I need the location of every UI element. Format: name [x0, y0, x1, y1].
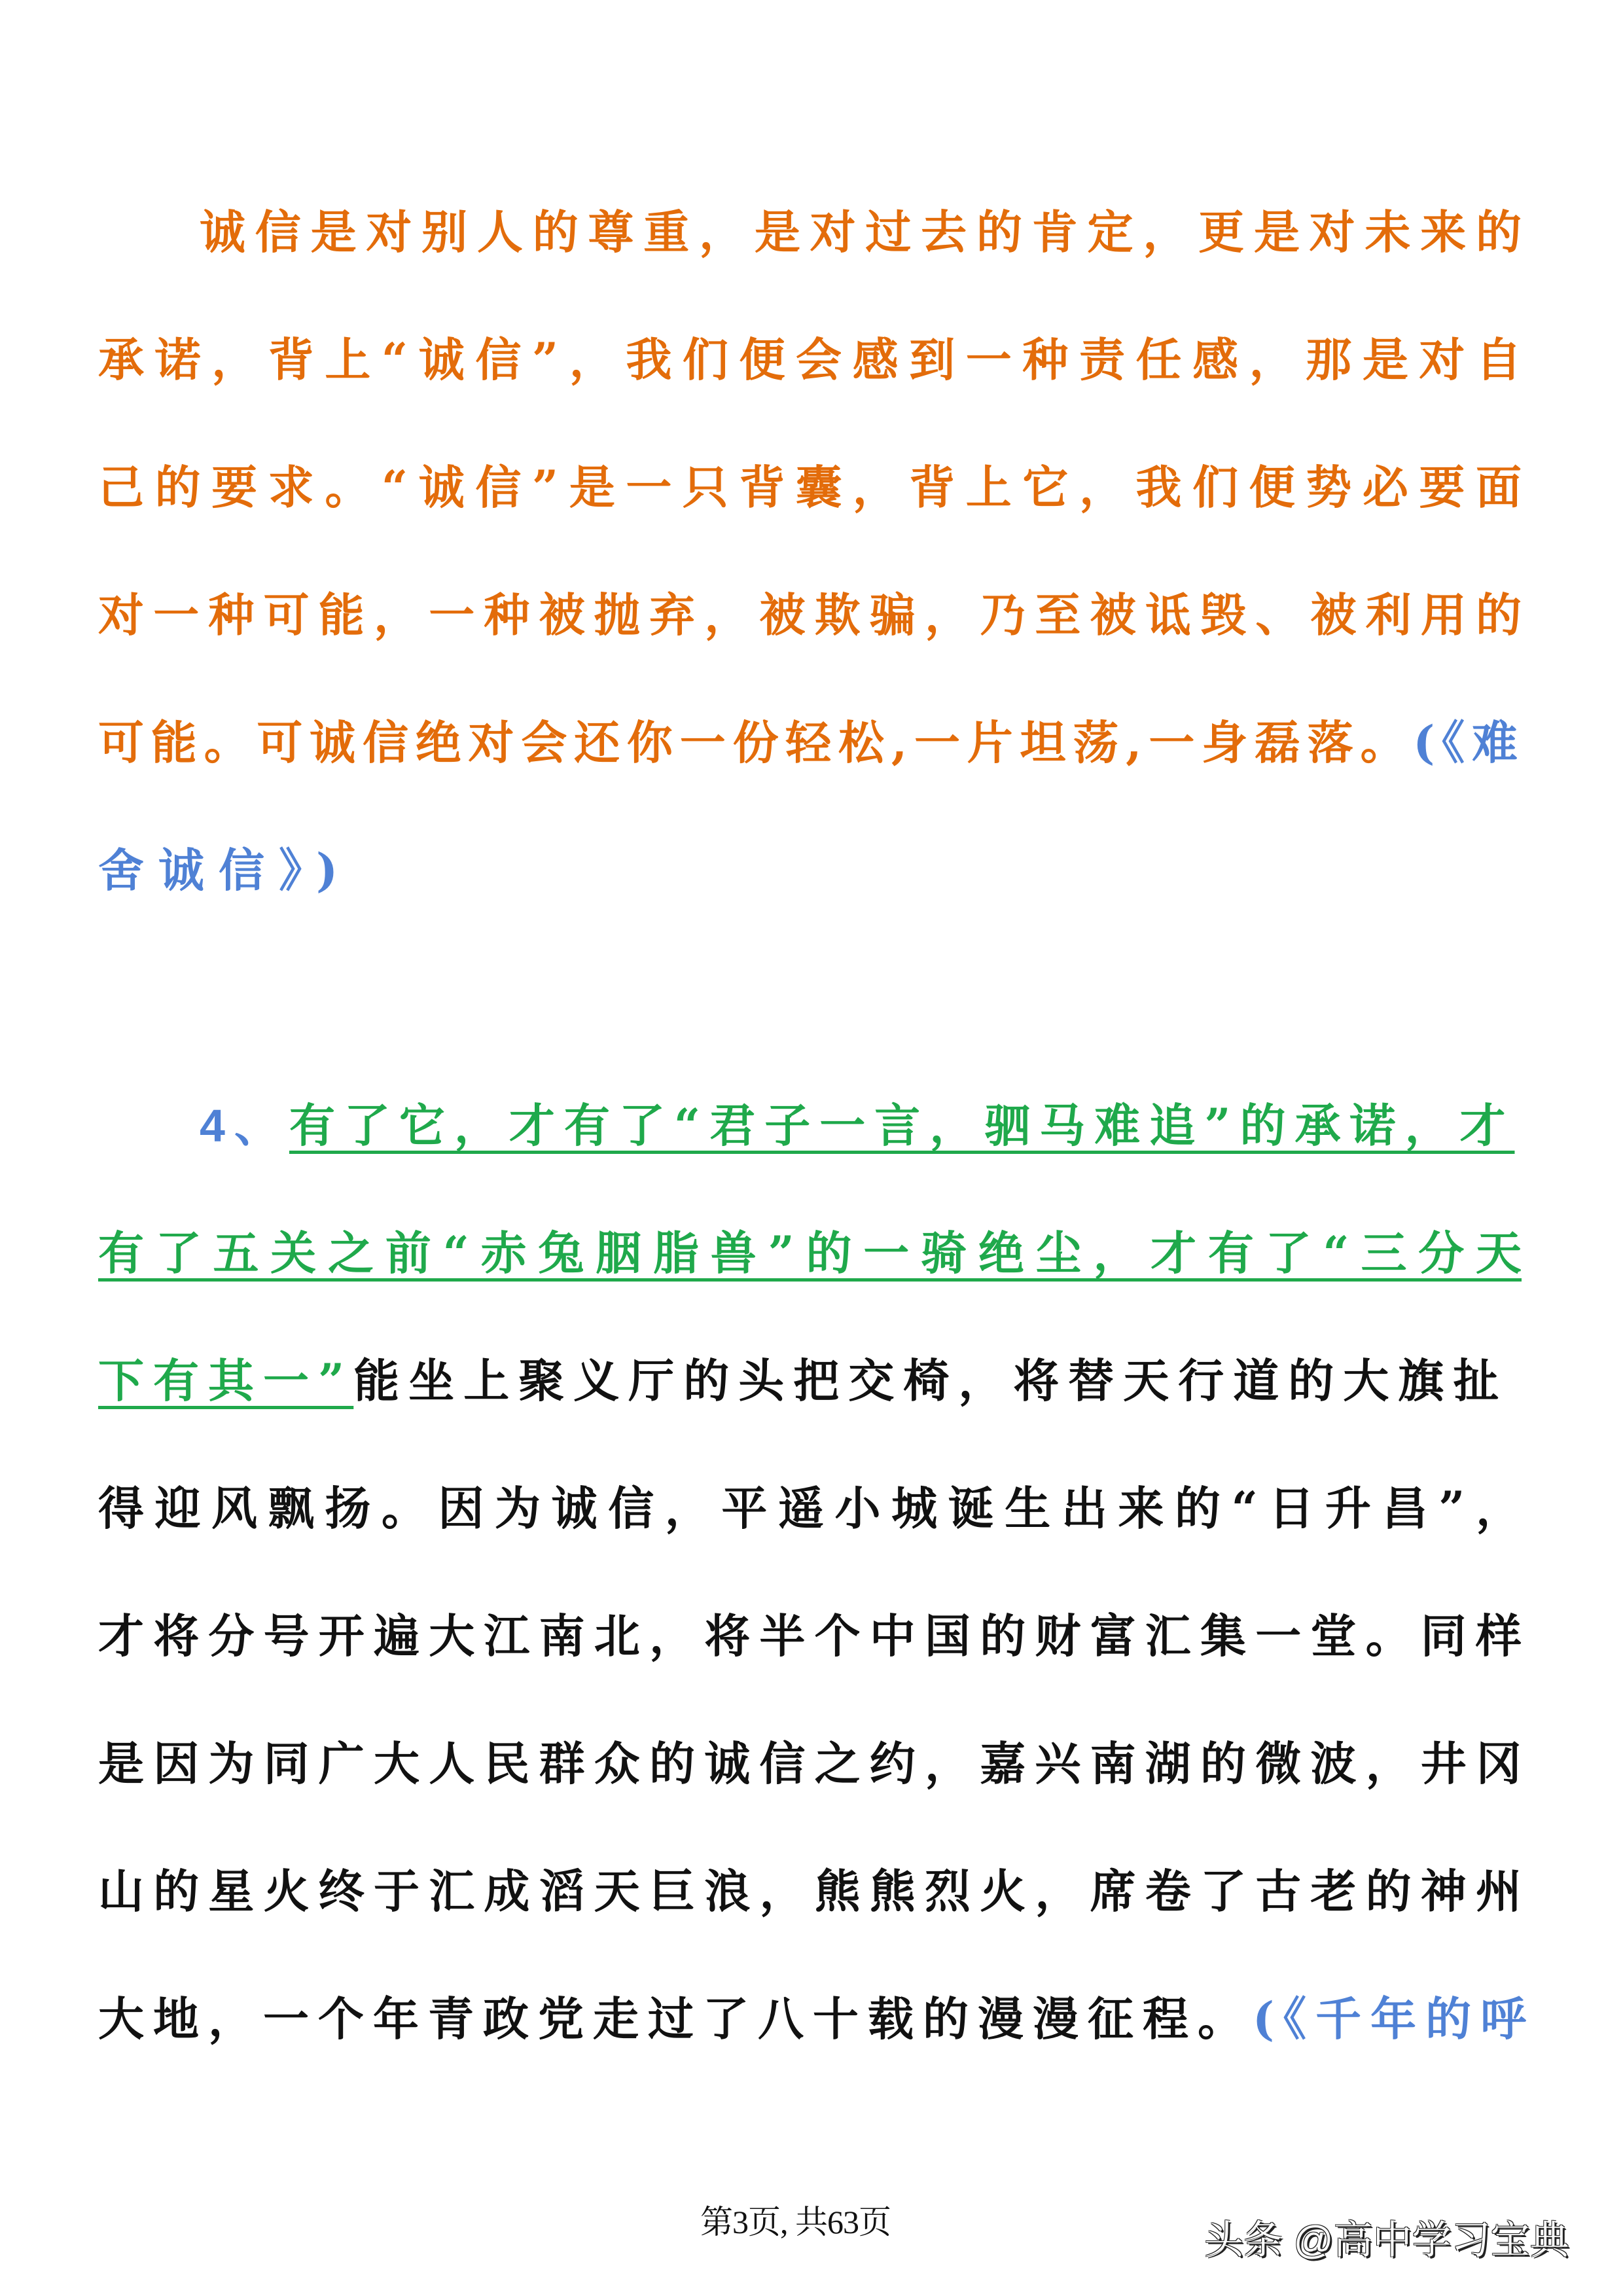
- text-segment: 能坐上聚义厅的头把交椅，将替天行道的大旗扯: [353, 1354, 1508, 1408]
- source-citation-end: 舍诚信》): [98, 843, 353, 897]
- text-segment: 对一种可能，一种被抛弃，被欺骗，乃至被诋毁、被利用的: [98, 588, 1522, 642]
- text-line: [98, 452, 1522, 524]
- text-segment: 才将分号开遍大江南北，将半个中国的财富汇集一堂。同样: [98, 1609, 1522, 1663]
- text-line: [98, 1983, 1536, 2055]
- text-line: [98, 1728, 1522, 1800]
- highlighted-text: 下有其一”: [98, 1354, 354, 1408]
- text-line: [98, 834, 1522, 906]
- text-segment: 得迎风飘扬。因为诚信，平遥小城诞生出来的“日升昌”，: [98, 1481, 1522, 1535]
- text-line: [98, 1090, 1522, 1162]
- text-segment: 大地，一个年青政党走过了八十载的漫漫征程。: [98, 1992, 1253, 2046]
- text-line: [98, 196, 1522, 268]
- text-segment: 承诺，背上“诚信”，我们便会感到一种责任感，那是对自: [98, 332, 1522, 387]
- highlighted-text: 有了五关之前“赤兔胭脂兽”的一骑绝尘，才有了“三分天: [98, 1226, 1522, 1280]
- text-segment: 己的要求。“诚信”是一只背囊，背上它，我们便势必要面: [98, 460, 1522, 514]
- text-line: [98, 1345, 1522, 1417]
- highlighted-text: 有了它，才有了“君子一言，驷马难追”的承诺，才: [289, 1098, 1515, 1153]
- text-segment: 山的星火终于汇成滔天巨浪，熊熊烈火，席卷了古老的神州: [98, 1864, 1522, 1918]
- text-line: [98, 1856, 1522, 1928]
- text-line: [98, 579, 1522, 651]
- source-citation-start: (《难: [1413, 715, 1522, 770]
- watermark: 头条 @高中学习宝典: [1204, 2218, 1569, 2262]
- text-line: [98, 324, 1522, 396]
- list-number: 4、: [200, 1100, 289, 1151]
- source-citation-start: (《千年的呼: [1253, 1992, 1536, 2046]
- text-line: [98, 1473, 1522, 1545]
- page-number: 第3页, 共63页: [700, 2204, 891, 2240]
- text-segment: 可能。可诚信绝对会还你一份轻松,一片坦荡,一身磊落。: [98, 715, 1414, 770]
- text-line: [98, 1600, 1522, 1672]
- text-segment: 诚信是对别人的尊重，是对过去的肯定，更是对未来的: [200, 205, 1522, 259]
- text-line: [98, 1217, 1522, 1289]
- text-segment: 是因为同广大人民群众的诚信之约，嘉兴南湖的微波，井冈: [98, 1736, 1522, 1791]
- text-line: [98, 707, 1522, 779]
